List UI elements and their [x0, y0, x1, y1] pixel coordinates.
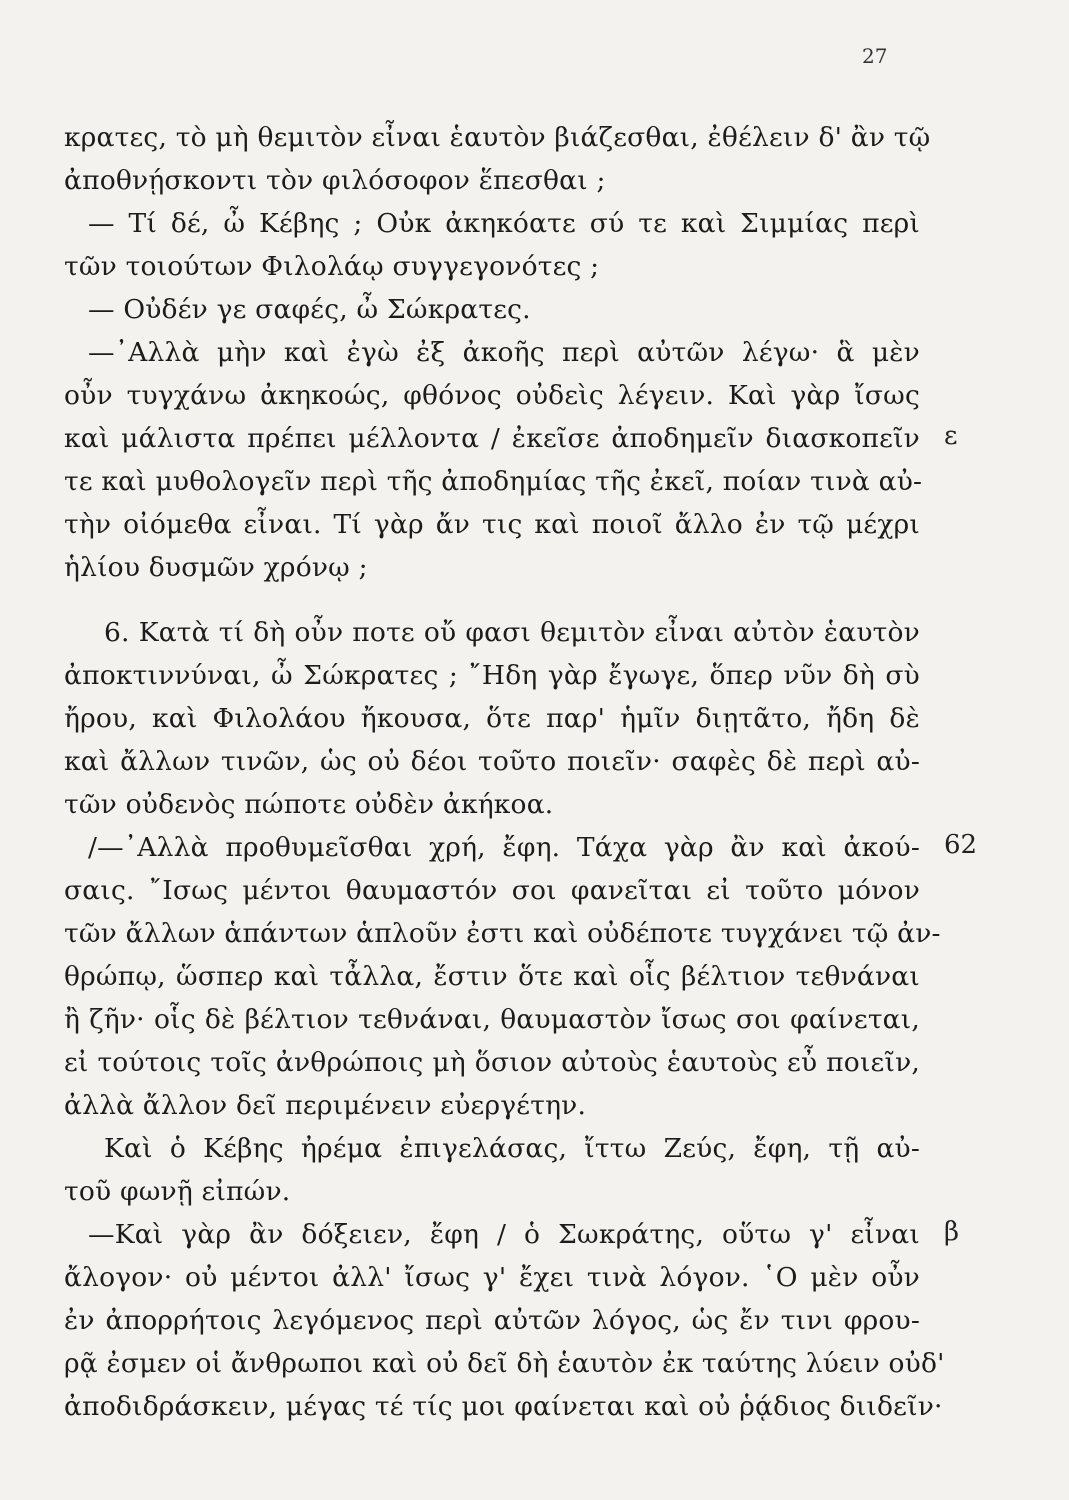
text-line: —Καὶ γὰρ ἂν δόξειεν, ἔφη / ὁ Σωκράτης, οὕτω γ' εἶναι	[88, 1219, 920, 1250]
text-line: ἢ ζῆν· οἷς δὲ βέλτιον τεθνάναι, θαυμαστὸν ἴσως σοι φαίνεται,	[64, 1004, 920, 1035]
text-line: ἀλλὰ ἄλλον δεῖ περιμένειν εὐεργέτην.	[64, 1090, 587, 1121]
text-line: ἐν ἀπορρήτοις λεγόμενος περὶ αὐτῶν λόγος, ὡς ἔν τινι φρου-	[64, 1305, 920, 1336]
text-line: τῶν ἄλλων ἁπάντων ἁπλοῦν ἐστι καὶ οὐδέποτε τυγχάνει τῷ ἀν-	[64, 918, 941, 949]
text-line: ἀποδιδράσκειν, μέγας τέ τίς μοι φαίνεται καὶ οὐ ῥᾴδιος διιδεῖν·	[64, 1391, 943, 1422]
text-line: εἰ τούτοις τοῖς ἀνθρώποις μὴ ὅσιον αὐτοὺς ἑαυτοὺς εὖ ποιεῖν,	[64, 1047, 920, 1078]
text-line: — Τί δέ, ὦ Κέβης ; Οὐκ ἀκηκόατε σύ τε καὶ Σιμμίας περὶ	[88, 208, 920, 239]
text-line: τῶν τοιούτων Φιλολάῳ συγγεγονότες ;	[64, 251, 600, 282]
margin-note: ε	[944, 421, 958, 451]
text-line: ἀποκτιννύναι, ὦ Σώκρατες ; ῎Ηδη γὰρ ἔγωγε, ὅπερ νῦν δὴ σὺ	[64, 660, 920, 691]
text-line: καὶ ἄλλων τινῶν, ὡς οὐ δέοι τοῦτο ποιεῖν· σαφὲς δὲ περὶ αὐ-	[64, 746, 920, 777]
text-line: ἡλίου δυσμῶν χρόνῳ ;	[64, 552, 368, 583]
text-line: — Οὐδέν γε σαφές, ὦ Σώκρατες.	[88, 294, 531, 325]
text-line: τε καὶ μυθολογεῖν περὶ τῆς ἀποδημίας τῆς ἐκεῖ, ποίαν τινὰ αὐ-	[64, 466, 923, 497]
text-line: κρατες, τὸ μὴ θεμιτὸν εἶναι ἑαυτὸν βιάζεσθαι, ἐθέλειν δ' ἂν τῷ	[64, 122, 931, 153]
text-line: τῶν οὐδενὸς πώποτε οὐδὲν ἀκήκοα.	[64, 789, 554, 820]
text-block	[64, 116, 945, 1428]
page-number: 27	[862, 44, 888, 68]
text-line: —᾿Αλλὰ μὴν καὶ ἐγὼ ἐξ ἀκοῆς περὶ αὐτῶν λέγω· ἃ μὲν	[88, 337, 920, 368]
text-line: τοῦ φωνῇ εἰπών.	[64, 1176, 291, 1207]
text-line: /—᾿Αλλὰ προθυμεῖσθαι χρή, ἔφη. Τάχα γὰρ ἂν καὶ ἀκού-	[88, 832, 920, 863]
margin-note: β	[944, 1217, 960, 1247]
text-line: 6. Κατὰ τί δὴ οὖν ποτε οὔ φασι θεμιτὸν εἶναι αὐτὸν ἑαυτὸν	[104, 617, 920, 648]
margin-note: 62	[944, 830, 978, 860]
text-line: θρώπῳ, ὥσπερ καὶ τἆλλα, ἔστιν ὅτε καὶ οἷς βέλτιον τεθνάναι	[64, 961, 920, 992]
text-line: Καὶ ὁ Κέβης ἠρέμα ἐπιγελάσας, ἴττω Ζεύς, ἔφη, τῇ αὐ-	[104, 1133, 920, 1164]
text-line: σαις. ῎Ισως μέντοι θαυμαστόν σοι φανεῖται εἰ τοῦτο μόνον	[64, 875, 920, 906]
text-line: οὖν τυγχάνω ἀκηκοώς, φθόνος οὐδεὶς λέγειν. Καὶ γὰρ ἴσως	[64, 380, 920, 411]
text-line: ἀποθνῄσκοντι τὸν φιλόσοφον ἕπεσθαι ;	[64, 165, 606, 196]
text-line: καὶ μάλιστα πρέπει μέλλοντα / ἐκεῖσε ἀποδημεῖν διασκοπεῖν	[64, 423, 920, 454]
text-line: ἄλογον· οὐ μέντοι ἀλλ' ἴσως γ' ἔχει τινὰ λόγον. ῾Ο μὲν οὖν	[64, 1262, 920, 1293]
text-line: τὴν οἰόμεθα εἶναι. Τί γὰρ ἄν τις καὶ ποιοῖ ἄλλο ἐν τῷ μέχρι	[64, 509, 920, 540]
text-line: ρᾷ ἐσμεν οἱ ἄνθρωποι καὶ οὐ δεῖ δὴ ἑαυτὸν ἐκ ταύτης λύειν οὐδ'	[64, 1348, 945, 1379]
text-line: ἤρου, καὶ Φιλολάου ἤκουσα, ὅτε παρ' ἡμῖν διῃτᾶτο, ἤδη δὲ	[64, 703, 920, 734]
